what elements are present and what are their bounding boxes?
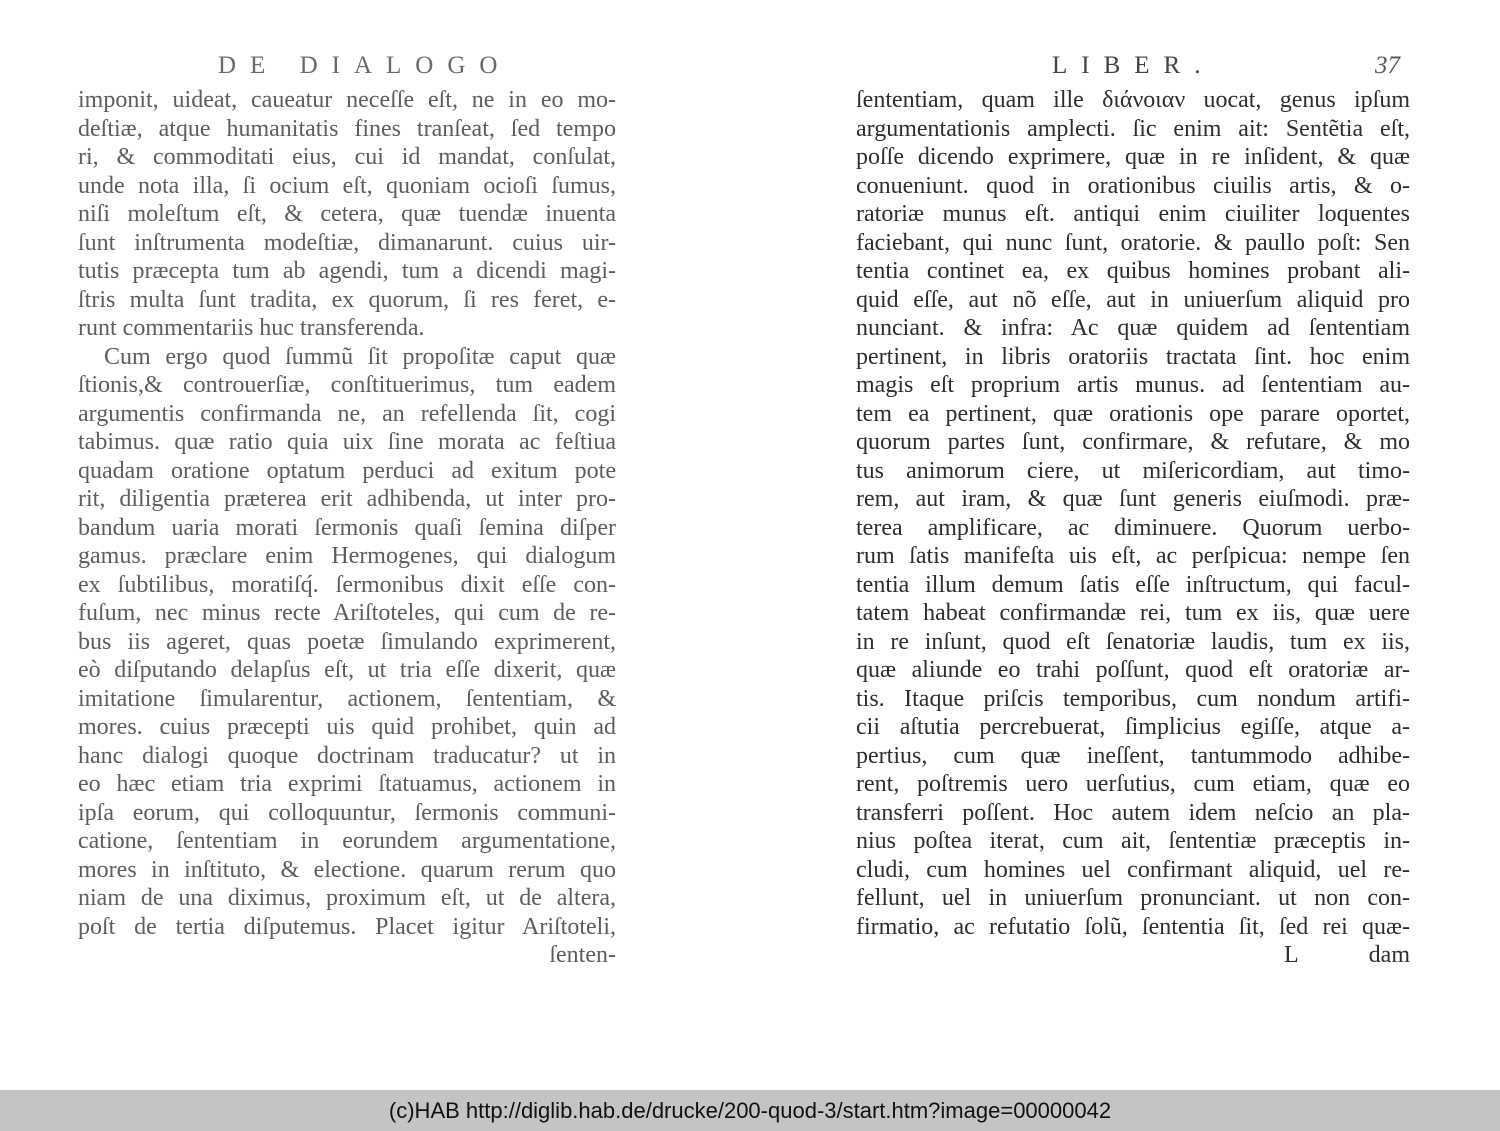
text-line: hanc dialogi quoque doctrinam traducatur? ut in <box>78 742 616 769</box>
text-line: nunciant. & infra: Ac quæ quidem ad ſententiam <box>856 315 1410 341</box>
text-line: tus animorum ciere, ut miſericordiam, aut timo- <box>856 457 1410 484</box>
text-line: tentia continet ea, ex quibus homines probant ali- <box>856 258 1410 284</box>
text-line: Cum ergo quod ſummũ ſit propoſitæ caput quæ <box>104 343 616 370</box>
text-line: tis. Itaque priſcis temporibus, cum nondum artifi- <box>856 685 1410 712</box>
text-line: tatem habeat confirmandæ rei, tum ex iis, quæ uere <box>856 600 1410 626</box>
text-line: faciebant, qui nunc ſunt, oratorie. & paullo poſt: Sen <box>856 229 1410 256</box>
text-line: quorum partes ſunt, confirmare, & refutare, & mo <box>856 429 1410 455</box>
text-line: cii aſtutia percrebuerat, ſimplicius egiſſe, atque a- <box>856 714 1410 740</box>
text-line: rit, diligentia præterea erit adhibenda, ut inter pro- <box>78 486 616 512</box>
page-number: 37 <box>1375 52 1400 79</box>
text-line: in re inſunt, quod eſt ſenatoriæ laudis, tum ex iis, <box>856 628 1410 655</box>
text-line: argumentis confirmanda ne, an refellenda ſit, cogi <box>78 400 616 427</box>
text-line: conueniunt. quod in orationibus ciuilis artis, & o- <box>856 172 1410 199</box>
text-line: eo hæc etiam tria exprimi ſtatuamus, actionem in <box>78 771 616 797</box>
text-line: nius poſtea iterat, cum ait, ſententiæ præceptis in- <box>856 828 1410 854</box>
text-line: ſtionis,& controuerſiæ, conſtituerimus, tum eadem <box>78 372 616 398</box>
text-line: niam de una diximus, proximum eſt, ut de altera, <box>78 885 616 911</box>
text-line: deſtiæ, atque humanitatis fines tranſeat, ſed tempo <box>78 115 616 142</box>
text-line: imitatione ſimularentur, actionem, ſententiam, & <box>78 685 616 712</box>
text-line: ipſa eorum, qui colloquuntur, ſermonis communi- <box>78 799 616 826</box>
text-line: bandum uaria morati ſermonis quaſi ſemina diſper <box>78 514 616 541</box>
text-line: tentia illum demum ſatis eſſe inſtructum, qui facul- <box>856 571 1410 598</box>
left-text-block <box>78 86 616 970</box>
text-line: rum ſatis manifeſta uis eſt, ac perſpicua: nempe ſen <box>856 543 1410 569</box>
text-line: quadam oratione optatum perduci ad exitum pote <box>78 457 616 484</box>
text-line: argumentationis amplecti. ſic enim ait: Sentẽtia eſt, <box>856 115 1410 142</box>
text-line: rem, aut iram, & quæ ſunt generis eiuſmodi. præ- <box>856 486 1410 512</box>
signature-catchword-line <box>856 941 1410 970</box>
text-line: magis eſt proprium artis munus. ad ſententiam au- <box>856 372 1410 398</box>
right-text-block <box>856 86 1410 970</box>
text-line: transferri poſſent. Hoc autem idem neſcio an pla- <box>856 799 1410 826</box>
text-line: rent, poſtremis uero uerſutius, cum etiam, quæ eo <box>856 771 1410 797</box>
text-line: unde nota illa, ſi ocium eſt, quoniam ocioſi ſumus, <box>78 172 616 199</box>
text-line: ratoriæ munus eſt. antiqui enim ciuiliter loquentes <box>856 201 1410 227</box>
text-line: gamus. præclare enim Hermogenes, qui dialogum <box>78 543 616 569</box>
text-line: tabimus. quæ ratio quia uix ſine morata ac feſtiua <box>78 429 616 455</box>
text-line: tem ea pertinent, quæ orationis ope parare oportet, <box>856 400 1410 427</box>
signature-mark: L <box>1284 942 1299 968</box>
text-line: runt commentariis huc transferenda. <box>78 315 425 341</box>
text-line: imponit, uideat, caueatur neceſſe eſt, ne in eo mo- <box>78 87 616 113</box>
text-line: ſtris multa ſunt tradita, ex quorum, ſi res feret, e- <box>78 286 616 313</box>
text-line: pertinent, in libris oratoriis tractata ſint. hoc enim <box>856 343 1410 370</box>
text-line: ri, & commoditati eius, cui id mandat, conſulat, <box>78 144 616 170</box>
copyright-footer <box>0 1090 1500 1131</box>
text-line: niſi moleſtum eſt, & cetera, quæ tuendæ inuenta <box>78 201 616 227</box>
running-head: DE DIALOGO <box>218 52 512 79</box>
text-line: tutis præcepta tum ab agendi, tum a dicendi magi- <box>78 258 616 284</box>
text-line: catione, ſententiam in eorundem argumentatione, <box>78 828 616 854</box>
text-line: firmatio, ac refutatio ſolũ, ſententia ſit, ſed rei quæ- <box>856 913 1410 940</box>
text-line: ſunt inſtrumenta modeſtiæ, dimanarunt. cuius uir- <box>78 229 616 256</box>
text-line: fuſum, nec minus recte Ariſtoteles, qui cum de re- <box>78 600 616 626</box>
text-line: eò diſputando delapſus eſt, ut tria eſſe dixerit, quæ <box>78 657 616 683</box>
catchword: dam <box>1368 942 1410 968</box>
text-line: pertius, cum quæ ineſſent, tantummodo adhibe- <box>856 742 1410 769</box>
text-line: poſt de tertia diſputemus. Placet igitur Ariſtoteli, <box>78 913 616 940</box>
text-line: bus iis ageret, quas poetæ ſimulando exprimerent, <box>78 628 616 655</box>
text-line: poſſe dicendo exprimere, quæ in re inſident, & quæ <box>856 144 1410 170</box>
text-line: mores in inſtituto, & electione. quarum rerum quo <box>78 856 616 883</box>
text-line: fellunt, uel in uniuerſum pronunciant. ut non con- <box>856 885 1410 911</box>
text-line: ſenten- <box>549 942 616 968</box>
text-line: ex ſubtilibus, moratiſq́. ſermonibus dixit eſſe con- <box>78 571 616 598</box>
text-line: quid eſſe, aut nõ eſſe, aut in uniuerſum aliquid pro <box>856 286 1410 313</box>
text-line: ſententiam, quam ille διάνοιαν uocat, genus ipſum <box>856 87 1410 113</box>
text-line: cludi, cum homines uel confirmant aliquid, uel re- <box>856 856 1410 883</box>
text-line: quæ aliunde eo trahi poſſunt, quod eſt oratoriæ ar- <box>856 657 1410 683</box>
text-line: terea amplificare, ac diminuere. Quorum uerbo- <box>856 514 1410 541</box>
text-line: mores. cuius præcepti uis quid prohibet, quin ad <box>78 714 616 740</box>
footer-text: (c)HAB http://diglib.hab.de/drucke/200-quod-3/start.htm?image=00000042 <box>388 1097 1112 1123</box>
running-head: LIBER. <box>1052 52 1215 79</box>
